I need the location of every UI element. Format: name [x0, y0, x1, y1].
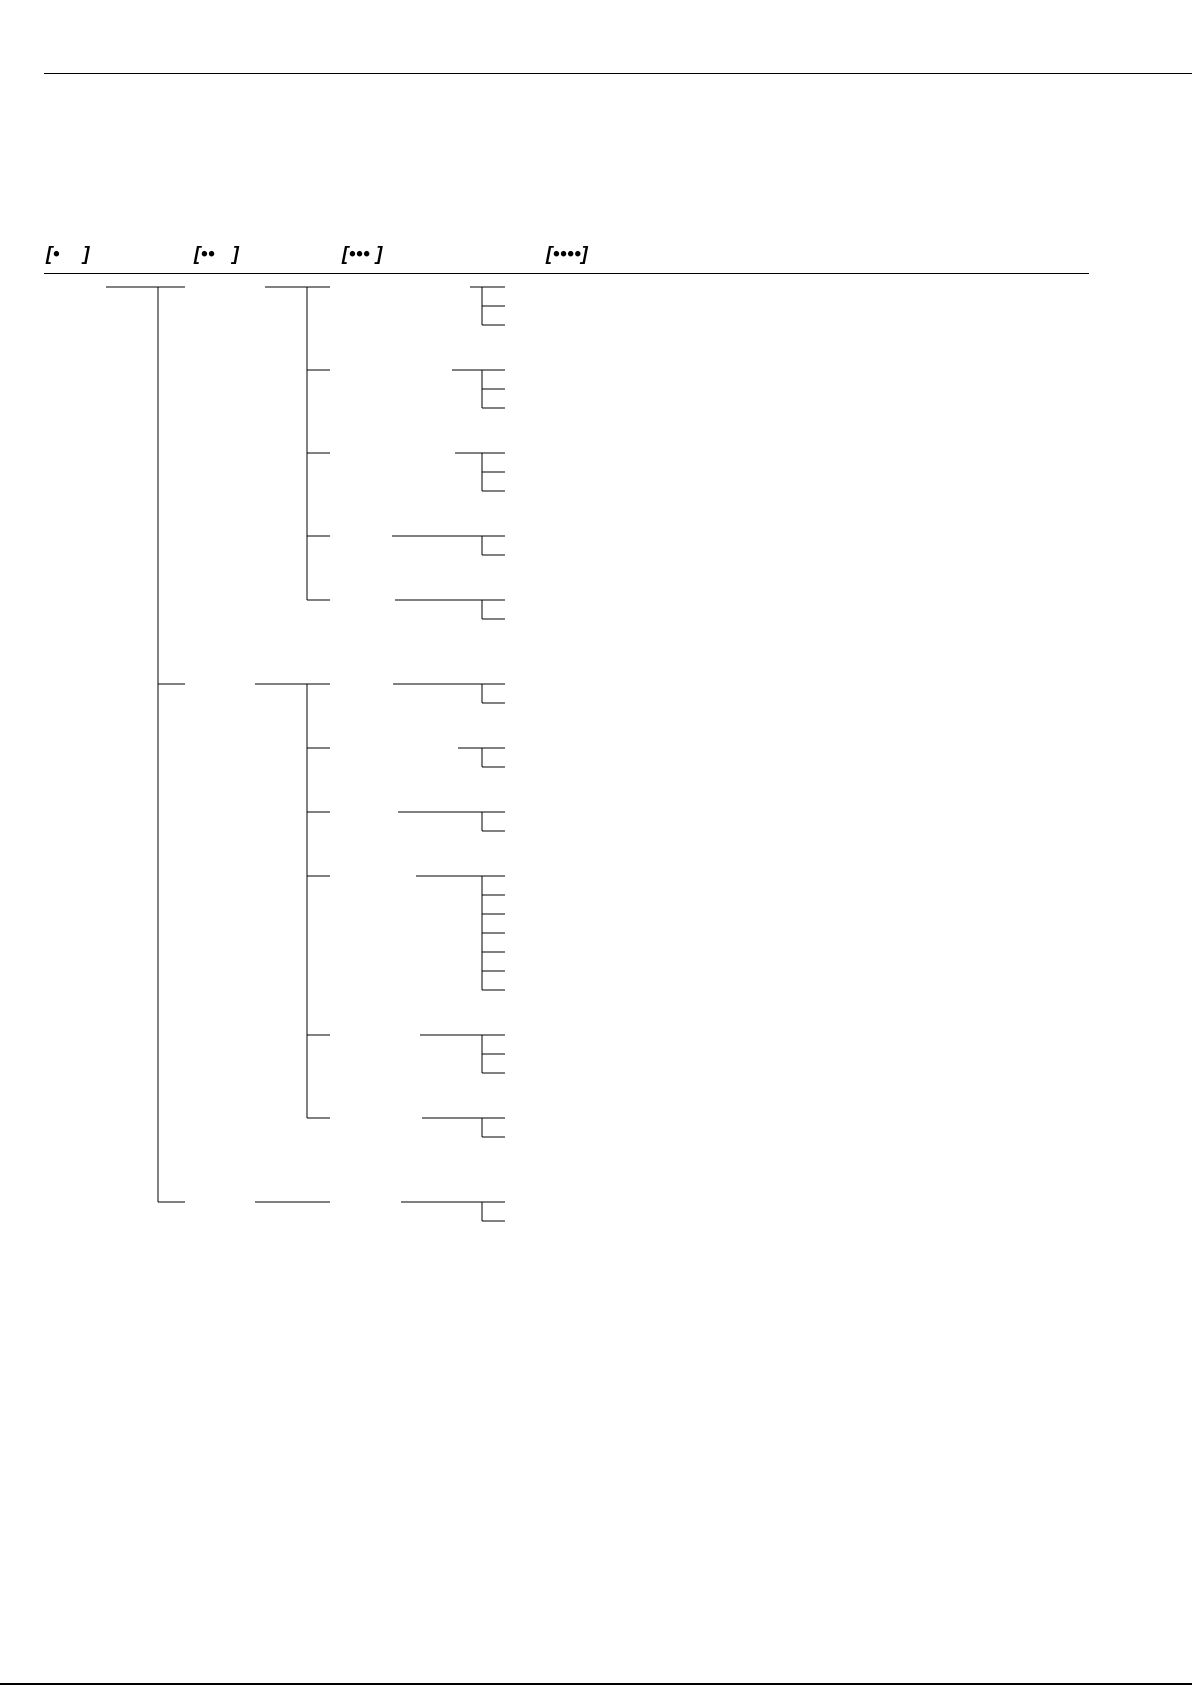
level-1-header: [• ]: [46, 244, 90, 265]
level-4-header: [••••]: [546, 244, 589, 265]
level-2-header: [•• ]: [194, 244, 240, 265]
level-3-header: [••• ]: [342, 244, 383, 265]
